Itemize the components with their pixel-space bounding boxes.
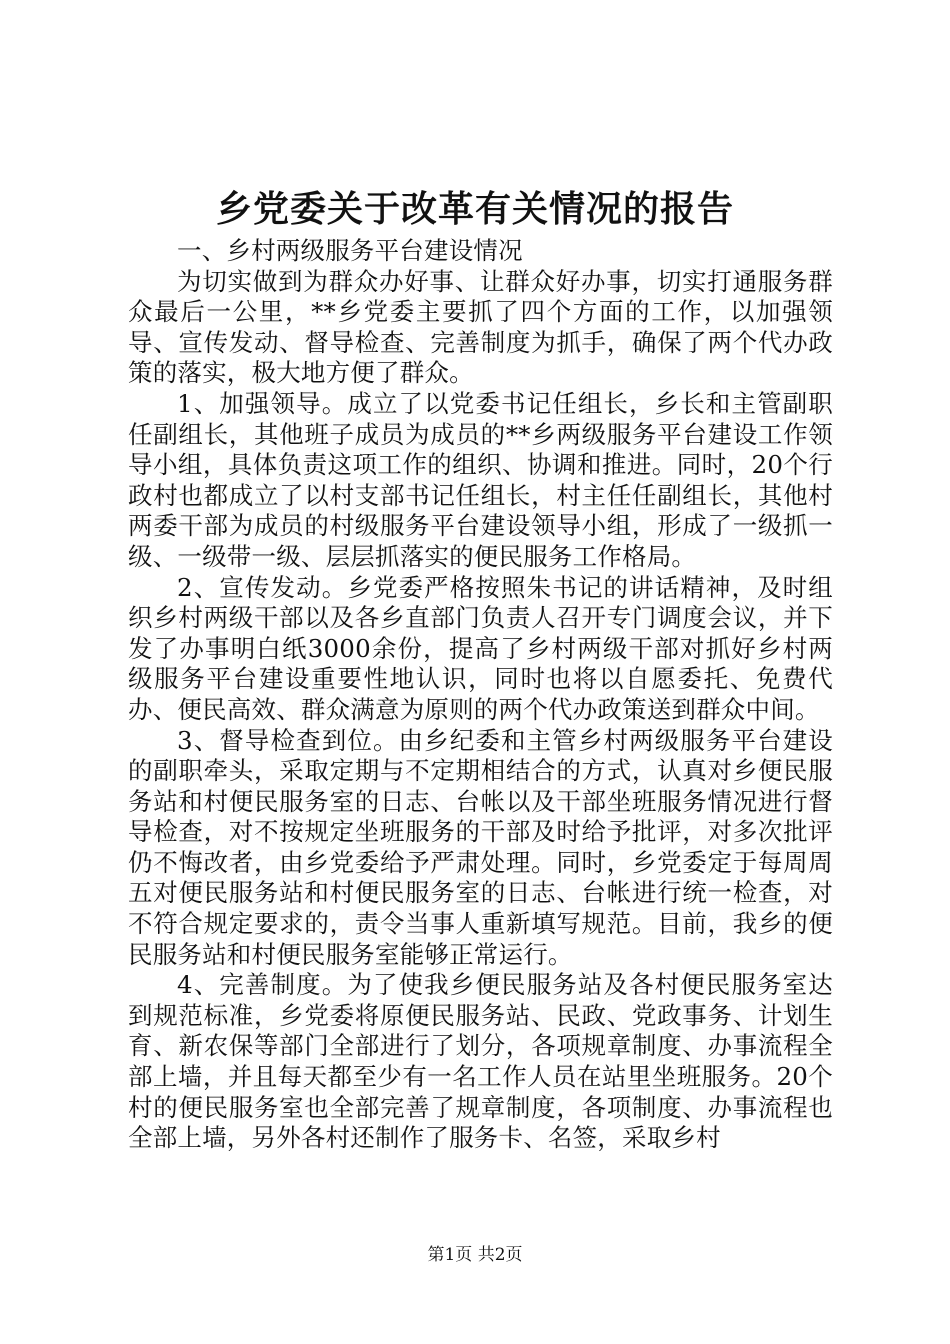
document-title: 乡党委关于改革有关情况的报告 (215, 188, 734, 230)
paragraph-intro: 为切实做到为群众办好事、让群众好办事，切实打通服务群众最后一公里，**乡党委主要抓了四个方面的工作，以加强领导、宣传发动、督导检查、完善制度为抓手，确保了两个代办政策的落实，极大地方便了群众。 (128, 266, 833, 388)
paragraph-system: 4、完善制度。为了使我乡便民服务站及各村便民服务室达到规范标准，乡党委将原便民服务站、民政、党政事务、计划生育、新农保等部门全部进行了划分，各项规章制度、办事流程全部上墙，并且每天都至少有一名工作人员在站里坐班服务。20个村的便民服务室也全部完善了规章制度，各项制度、办事流程也全部上墙，另外各村还制作了服务卡、名签，采取乡村 (128, 970, 833, 1153)
page-number: 第1页 共2页 (427, 1245, 523, 1265)
section-heading: 一、乡村两级服务平台建设情况 (177, 236, 523, 265)
paragraph-supervision: 3、督导检查到位。由乡纪委和主管乡村两级服务平台建设的副职牵头，采取定期与不定期相结合的方式，认真对乡便民服务站和村便民服务室的日志、台帐以及干部坐班服务情况进行督导检查，对不按规定坐班服务的干部及时给予批评，对多次批评仍不悔改者，由乡党委给予严肃处理。同时，乡党委定于每周周五对便民服务站和村便民服务室的日志、台帐进行统一检查，对不符合规定要求的，责令当事人重新填写规范。目前，我乡的便民服务站和村便民服务室能够正常运行。 (128, 725, 833, 969)
paragraph-leadership: 1、加强领导。成立了以党委书记任组长，乡长和主管副职任副组长，其他班子成员为成员的**乡两级服务平台建设工作领导小组，具体负责这项工作的组织、协调和推进。同时，20个行政村也都成立了以村支部书记任组长，村主任任副组长，其他村两委干部为成员的村级服务平台建设领导小组，形成了一级抓一级、一级带一级、层层抓落实的便民服务工作格局。 (128, 388, 833, 571)
paragraph-publicity: 2、宣传发动。乡党委严格按照朱书记的讲话精神，及时组织乡村两级干部以及各乡直部门负责人召开专门调度会议，并下发了办事明白纸3000余份，提高了乡村两级干部对抓好乡村两级服务平台建设重要性地认识，同时也将以自愿委托、免费代办、便民高效、群众满意为原则的两个代办政策送到群众中间。 (128, 572, 833, 724)
document-body (128, 236, 833, 1154)
